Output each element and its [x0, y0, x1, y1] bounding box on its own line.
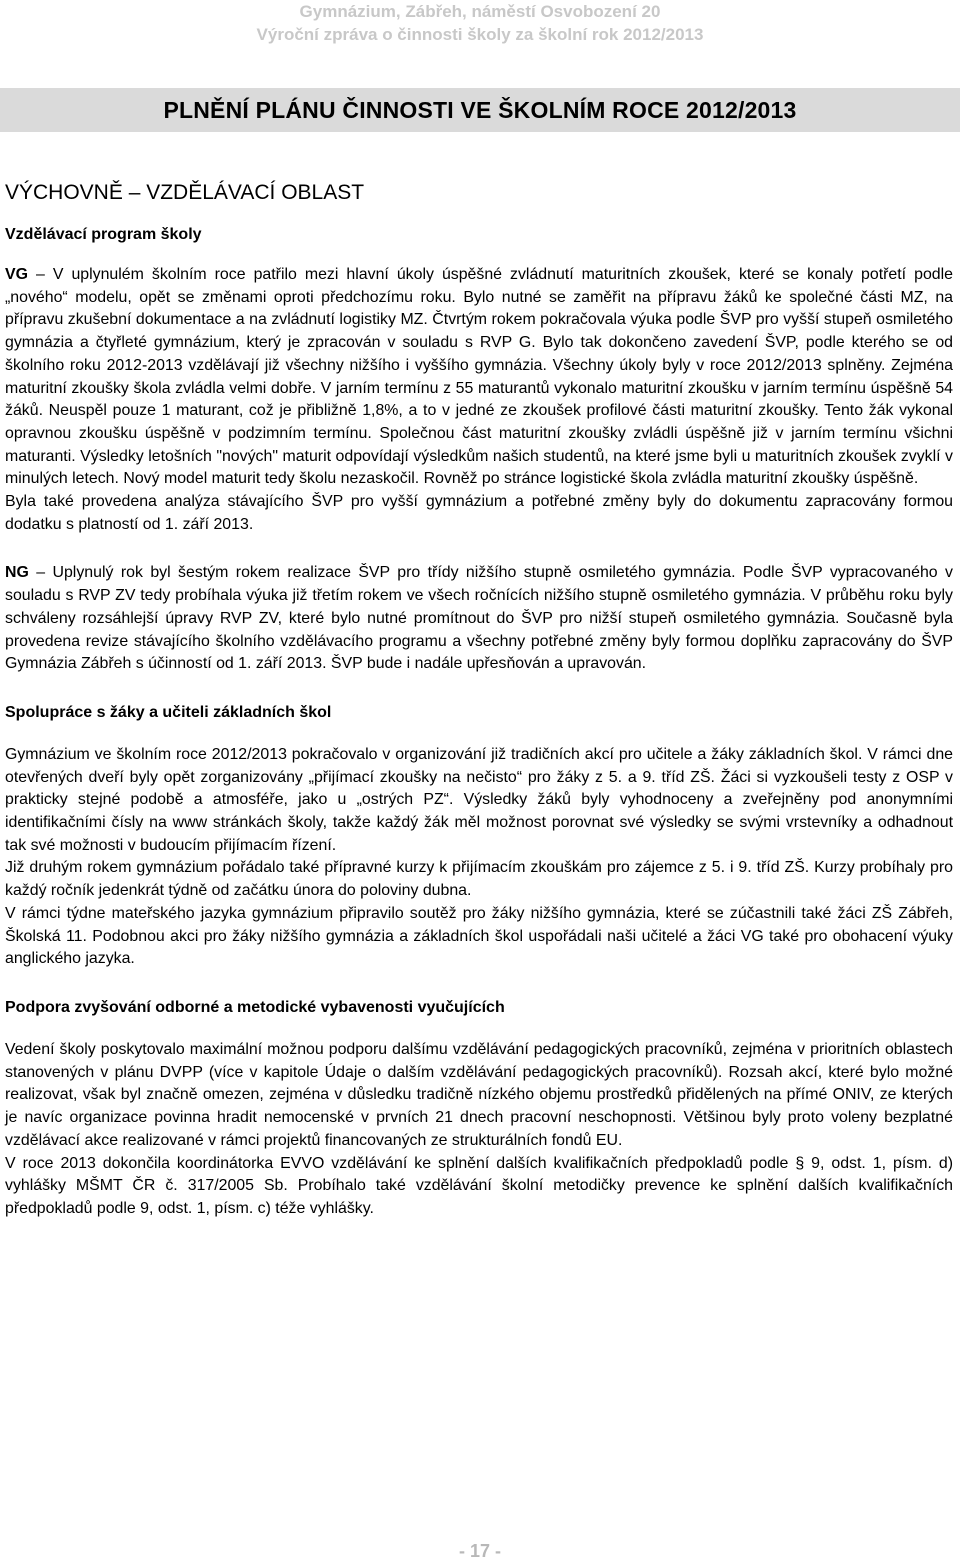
cooperation-heading: Spolupráce s žáky a učiteli základních škol	[5, 703, 332, 721]
document-body	[5, 176, 953, 1221]
support-paragraph-2: V roce 2013 dokončila koordinátorka EVVO vzdělávání ke splnění dalších kvalifikačních předpokladů podle § 9, odst. 1, písm. d) vyhlášky MŠMT ČR č. 317/2005 Sb. Probíhalo také vzdělávání školní metodičky prevence ke splnění dalších kvalifikačních předpokladů podle 9, odst. 1, písm. c) téže vyhlášky.	[5, 1154, 953, 1217]
ng-paragraph	[5, 562, 953, 676]
page-title: PLNĚNÍ PLÁNU ČINNOSTI VE ŠKOLNÍM ROCE 2012/2013	[163, 96, 797, 123]
ng-label: NG	[5, 564, 29, 582]
vg-text: – V uplynulém školním roce patřilo mezi hlavní úkoly úspěšné zvládnutí maturitních zkoušek, které se konaly potřetí podle „nového“ modelu, opět se změnami oproti předchozímu roku. Bylo nutné se zaměřit na přípravu žáků ke společné části MZ, na přípravu zkušební dokumentace a na zvládnutí logistiky MZ. Čtvrtým rokem pokračovala výuka podle ŠVP pro vyšší stupeň osmiletého gymnázia a čtyřleté gymnázium, který je zpracován v souladu s RVP G. Bylo tak dokončeno zavedení ŠVP, podle kterého se od školního roku 2012-2013 vzdělávají již všechny nižšího i vyššího gymnázia. Všechny úkoly byly v roce 2012/2013 splněny. Zejména maturitní zkoušky škola zvládla velmi dobře. V jarním termínu z 55 maturantů vykonalo maturitní zkoušku v jarním termínu úspěšně 54 žáků. Neuspěl pouze 1 maturant, což je přibližně 1,8%, a to v jedné ze zkoušek profilové části maturitní zkoušky. Tento žák vykonal opravnou zkoušku úspěšně v podzimním termínu. Společnou část maturitní zkoušky zvládli úspěšně již v jarním termínu všichni maturanti. Výsledky letošních "nových" maturit odpovídají výsledkům našich studentů, na které jsme byli u maturitních zkoušek zvyklí v minulých letech. Nový model maturit tedy školu nezaskočil. Rovněž po stránce logistické škola zvládla maturitní zkoušky úspěšně.	[5, 266, 953, 488]
vg-paragraph-2: Byla také provedena analýza stávajícího ŠVP pro vyšší gymnázium a potřebné změny byly do dokumentu zapracovány formou dodatku s platností od 1. září 2013.	[5, 493, 953, 533]
page-number: - 17 -	[458, 1541, 501, 1561]
section-heading: VÝCHOVNĚ – VZDĚLÁVACÍ OBLAST	[5, 181, 365, 204]
vg-label: VG	[5, 266, 28, 283]
vg-paragraph	[5, 264, 953, 491]
header-school-name: Gymnázium, Zábřeh, náměstí Osvobození 20	[299, 2, 661, 21]
support-paragraph-1: Vedení školy poskytovalo maximální možnou podporu dalšímu vzdělávání pedagogických pracovníků, zejména v prioritních oblastech stanovených v plánu DVPP (více v kapitole Údaje o dalším vzdělávání pedagogických pracovníků). Rozsah akcí, které bylo možné realizovat, však byl značně omezen, zejména v důsledku tradičně nízkého objemu prostředků přidělených na přímé ONIV, ze kterých je navíc organizace povinna hradit nemocenské v prvních 21 dnech pracovní neschopnosti. Většinou byly proto voleny bezplatné vzdělávací akce realizované v rámci projektů financovaných ze strukturálních fondů EU.	[5, 1040, 953, 1149]
support-heading: Podpora zvyšování odborné a metodické vybavenosti vyučujících	[5, 998, 505, 1016]
program-heading: Vzdělávací program školy	[5, 226, 202, 243]
page-header	[0, 0, 960, 46]
title-bar	[0, 88, 960, 132]
ng-text: – Uplynulý rok byl šestým rokem realizace ŠVP pro třídy nižšího stupně osmiletého gymnázia. Podle ŠVP vypracovaného v souladu s RVP ZV tedy probíhala výuka již třetím rokem ve všech ročnících nižšího stupně osmiletého gymnázia. V průběhu roku byly schváleny rozsáhlejší úpravy RVP ZV, které bylo nutné promítnout do ŠVP pro nižší stupeň osmiletého gymnázia. Současně byla provedena revize stávajícího školního vzdělávacího programu a všechny potřebné změny byly formou doplňku zapracovány do ŠVP Gymnázia Zábřeh s účinností od 1. září 2013. ŠVP bude i nadále upřesňován a upravován.	[5, 564, 953, 673]
cooperation-paragraph-1: Gymnázium ve školním roce 2012/2013 pokračovalo v organizování již tradičních akcí pro učitele a žáky základních škol. V rámci dne otevřených dveří byly opět zorganizovány „přijímací zkoušky na nečisto“ pro žáky z 5. a 9. tříd ZŠ. Žáci si vyzkoušeli testy z OSP v prakticky stejné podobě a atmosféře, jako u „ostrých PZ“. Výsledky žáků byly vyhodnoceny a zveřejněny pod anonymními identifikačními čísly na www stránkách školy, takže každý žák měl možnost porovnat své výsledky se svými vrstevníky a odhadnout tak své možnosti v budoucím přijímacím řízení.	[5, 745, 953, 854]
cooperation-paragraph-3: V rámci týdne mateřského jazyka gymnázium připravilo soutěž pro žáky nižšího gymnázia, které se zúčastnili také žáci ZŠ Zábřeh, Školská 11. Podobnou akci pro žáky nižšího gymnázia a základních škol uspořádali naši učitelé a žáci VG také pro obohacení výuky anglického jazyka.	[5, 904, 953, 968]
header-report-title: Výroční zpráva o činnosti školy za školní rok 2012/2013	[256, 25, 704, 44]
cooperation-paragraph-2: Již druhým rokem gymnázium pořádalo také přípravné kurzy k přijímacím zkouškám pro zájemce z 5. i 9. tříd ZŠ. Kurzy probíhaly pro každý ročník jedenkrát týdně od začátku února do poloviny dubna.	[5, 859, 953, 900]
